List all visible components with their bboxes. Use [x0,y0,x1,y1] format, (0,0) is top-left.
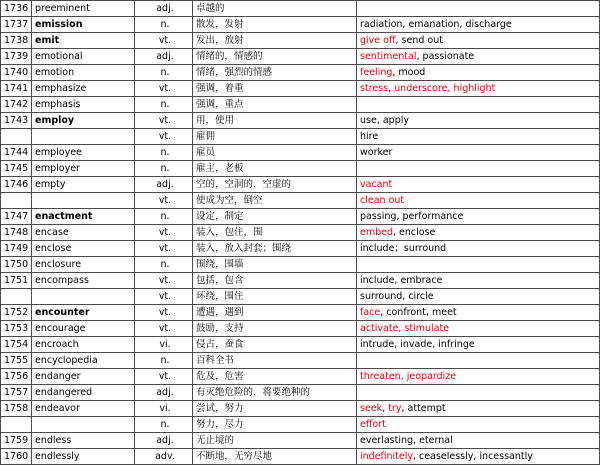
part-of-speech: vt. [135,113,193,129]
table-row [1,289,600,305]
entry-word: emotion [32,65,135,81]
entry-number [1,289,32,305]
entry-number: 1757 [1,385,32,401]
synonym-text: indefinitely [360,451,414,462]
synonyms-cell [357,353,600,369]
chinese-meaning: 使成为空，倒空 [193,193,357,209]
synonym-text: threaten, jeopardize [360,371,457,382]
entry-word: endangered [32,385,135,401]
chinese-meaning: 发出，放射 [193,33,357,49]
part-of-speech: n. [135,209,193,225]
entry-word: endeavor [32,401,135,417]
table-row [1,33,600,49]
part-of-speech: vt. [135,369,193,385]
entry-word: enclose [32,241,135,257]
synonyms-cell [357,193,600,209]
part-of-speech: adj. [135,1,193,17]
part-of-speech: vt. [135,33,193,49]
entry-word [32,129,135,145]
synonym-text: radiation, emanation, discharge [360,19,512,30]
entry-word [32,417,135,433]
entry-number: 1745 [1,161,32,177]
synonyms-cell [357,273,600,289]
entry-number: 1744 [1,145,32,161]
entry-word: encroach [32,337,135,353]
part-of-speech: vt. [135,305,193,321]
synonyms-cell [357,97,600,113]
entry-number: 1751 [1,273,32,289]
part-of-speech: vt. [135,273,193,289]
synonyms-cell [357,33,600,49]
table-row [1,1,600,17]
synonym-text: seek [360,403,383,414]
part-of-speech: vt. [135,129,193,145]
entry-number: 1739 [1,49,32,65]
synonym-text: , confront, meet [380,307,457,318]
entry-number: 1760 [1,449,32,465]
table-row [1,273,600,289]
entry-number: 1753 [1,321,32,337]
chinese-meaning: 无止境的 [193,433,357,449]
table-row [1,81,600,97]
chinese-meaning: 用，使用 [193,113,357,129]
entry-word: empty [32,177,135,193]
part-of-speech: n. [135,97,193,113]
entry-number: 1755 [1,353,32,369]
synonym-text: , ceaselessly, incessantly [413,451,533,462]
chinese-meaning: 装入，包住，围 [193,225,357,241]
synonym-text: include；surround [360,243,447,254]
synonyms-cell [357,337,600,353]
entry-number [1,417,32,433]
part-of-speech: n. [135,417,193,433]
entry-word: encounter [32,305,135,321]
synonyms-cell [357,289,600,305]
entry-number: 1756 [1,369,32,385]
synonym-text: , [382,403,389,414]
chinese-meaning: 情绪，强烈的情感 [193,65,357,81]
table-row [1,17,600,33]
entry-word: preeminent [32,1,135,17]
synonyms-cell [357,369,600,385]
synonym-text: use, apply [360,115,409,126]
synonym-text: , attempt [401,403,446,414]
chinese-meaning: 努力，尽力 [193,417,357,433]
chinese-meaning: 卓越的 [193,1,357,17]
table-row [1,49,600,65]
chinese-meaning: 遭遇，遇到 [193,305,357,321]
entry-number: 1754 [1,337,32,353]
chinese-meaning: 包括，包含 [193,273,357,289]
table-row [1,145,600,161]
entry-word: endlessly [32,449,135,465]
table-row [1,321,600,337]
part-of-speech: adj. [135,177,193,193]
part-of-speech: n. [135,257,193,273]
synonyms-cell [357,449,600,465]
entry-number: 1750 [1,257,32,273]
synonyms-cell [357,305,600,321]
synonyms-cell [357,65,600,81]
entry-word [32,193,135,209]
table-row [1,129,600,145]
synonyms-cell [357,433,600,449]
chinese-meaning: 雇主，老板 [193,161,357,177]
chinese-meaning: 散发，发射 [193,17,357,33]
table-row [1,305,600,321]
part-of-speech: n. [135,353,193,369]
synonyms-cell [357,129,600,145]
synonyms-cell [357,161,600,177]
synonym-text: clean out [360,195,405,206]
synonyms-cell [357,385,600,401]
vocabulary-table-body [1,1,600,465]
chinese-meaning: 围绕，围墙 [193,257,357,273]
entry-number: 1742 [1,97,32,113]
entry-number: 1748 [1,225,32,241]
entry-word: emphasize [32,81,135,97]
synonym-text: face [360,307,381,318]
chinese-meaning: 侵占，蚕食 [193,337,357,353]
table-row [1,225,600,241]
synonyms-cell [357,417,600,433]
entry-number: 1738 [1,33,32,49]
part-of-speech: adj. [135,433,193,449]
chinese-meaning: 设定，制定 [193,209,357,225]
chinese-meaning: 强调，着重 [193,81,357,97]
chinese-meaning: 雇员 [193,145,357,161]
chinese-meaning: 情绪的，情感的 [193,49,357,65]
synonyms-cell [357,17,600,33]
synonym-text: stress, underscore, highlight [360,83,496,94]
entry-word: endless [32,433,135,449]
chinese-meaning: 尝试，努力 [193,401,357,417]
table-row [1,113,600,129]
synonyms-cell [357,401,600,417]
table-row [1,257,600,273]
table-row [1,417,600,433]
entry-number: 1747 [1,209,32,225]
table-row [1,433,600,449]
synonyms-cell [357,241,600,257]
synonym-text: give off [360,35,396,46]
part-of-speech: adj. [135,49,193,65]
entry-word: encase [32,225,135,241]
chinese-meaning: 百科全书 [193,353,357,369]
table-row [1,209,600,225]
part-of-speech: vt. [135,225,193,241]
table-row [1,177,600,193]
synonym-text: vacant [360,179,393,190]
synonyms-cell [357,113,600,129]
table-row [1,193,600,209]
synonym-text: everlasting, eternal [360,435,453,446]
part-of-speech: vt. [135,289,193,305]
chinese-meaning: 有灭绝危险的，将要绝种的 [193,385,357,401]
part-of-speech: n. [135,65,193,81]
entry-number [1,129,32,145]
chinese-meaning: 装入，放入封套；围绕 [193,241,357,257]
table-row [1,337,600,353]
synonym-text: worker [360,147,393,158]
part-of-speech: vt. [135,321,193,337]
part-of-speech: vt. [135,81,193,97]
entry-number: 1746 [1,177,32,193]
synonyms-cell [357,257,600,273]
entry-word: enclosure [32,257,135,273]
synonym-text: , enclose [393,227,436,238]
entry-number: 1736 [1,1,32,17]
part-of-speech: n. [135,145,193,161]
synonym-text: feeling [360,67,393,78]
synonyms-cell [357,321,600,337]
entry-number: 1749 [1,241,32,257]
entry-number: 1737 [1,17,32,33]
synonyms-cell [357,177,600,193]
chinese-meaning: 鼓励，支持 [193,321,357,337]
synonym-text: , mood [392,67,426,78]
entry-number: 1740 [1,65,32,81]
table-row [1,353,600,369]
synonym-text: include, embrace [360,275,443,286]
entry-word: encompass [32,273,135,289]
table-row [1,65,600,81]
table-row [1,97,600,113]
entry-number: 1741 [1,81,32,97]
synonym-text: passing, performance [360,211,464,222]
entry-word: encourage [32,321,135,337]
table-row [1,385,600,401]
table-row [1,369,600,385]
entry-number: 1759 [1,433,32,449]
chinese-meaning: 雇佣 [193,129,357,145]
table-row [1,401,600,417]
synonym-text: hire [360,131,379,142]
synonyms-cell [357,145,600,161]
synonym-text: effort [360,419,386,430]
synonym-text: try [388,403,402,414]
synonym-text: activate, stimulate [360,323,450,334]
table-row [1,449,600,465]
part-of-speech: n. [135,161,193,177]
part-of-speech: n. [135,17,193,33]
synonym-text: , passionate [416,51,475,62]
entry-word: employer [32,161,135,177]
part-of-speech: vi. [135,401,193,417]
chinese-meaning: 空的，空洞的，空虚的 [193,177,357,193]
entry-word: encyclopedia [32,353,135,369]
part-of-speech: adj. [135,385,193,401]
entry-word: endanger [32,369,135,385]
entry-word: enactment [32,209,135,225]
chinese-meaning: 危及，危害 [193,369,357,385]
entry-word: emit [32,33,135,49]
table-row [1,241,600,257]
synonyms-cell [357,49,600,65]
entry-word: emotional [32,49,135,65]
entry-number: 1743 [1,113,32,129]
entry-word [32,289,135,305]
chinese-meaning: 不断地，无穷尽地 [193,449,357,465]
synonyms-cell [357,81,600,97]
entry-word: employee [32,145,135,161]
synonyms-cell [357,1,600,17]
entry-word: emission [32,17,135,33]
synonym-text: embed [360,227,394,238]
entry-number: 1752 [1,305,32,321]
chinese-meaning: 强调，重点 [193,97,357,113]
entry-word: emphasis [32,97,135,113]
synonym-text: intrude, invade, infringe [360,339,475,350]
synonym-text: sentimental [360,51,417,62]
entry-number: 1758 [1,401,32,417]
synonym-text: , send out [395,35,443,46]
entry-word: employ [32,113,135,129]
synonyms-cell [357,209,600,225]
chinese-meaning: 环绕，围住 [193,289,357,305]
part-of-speech: adv. [135,449,193,465]
part-of-speech: vt. [135,193,193,209]
synonyms-cell [357,225,600,241]
part-of-speech: vt. [135,241,193,257]
part-of-speech: vi. [135,337,193,353]
table-row [1,161,600,177]
entry-number [1,193,32,209]
synonym-text: surround, circle [360,291,434,302]
